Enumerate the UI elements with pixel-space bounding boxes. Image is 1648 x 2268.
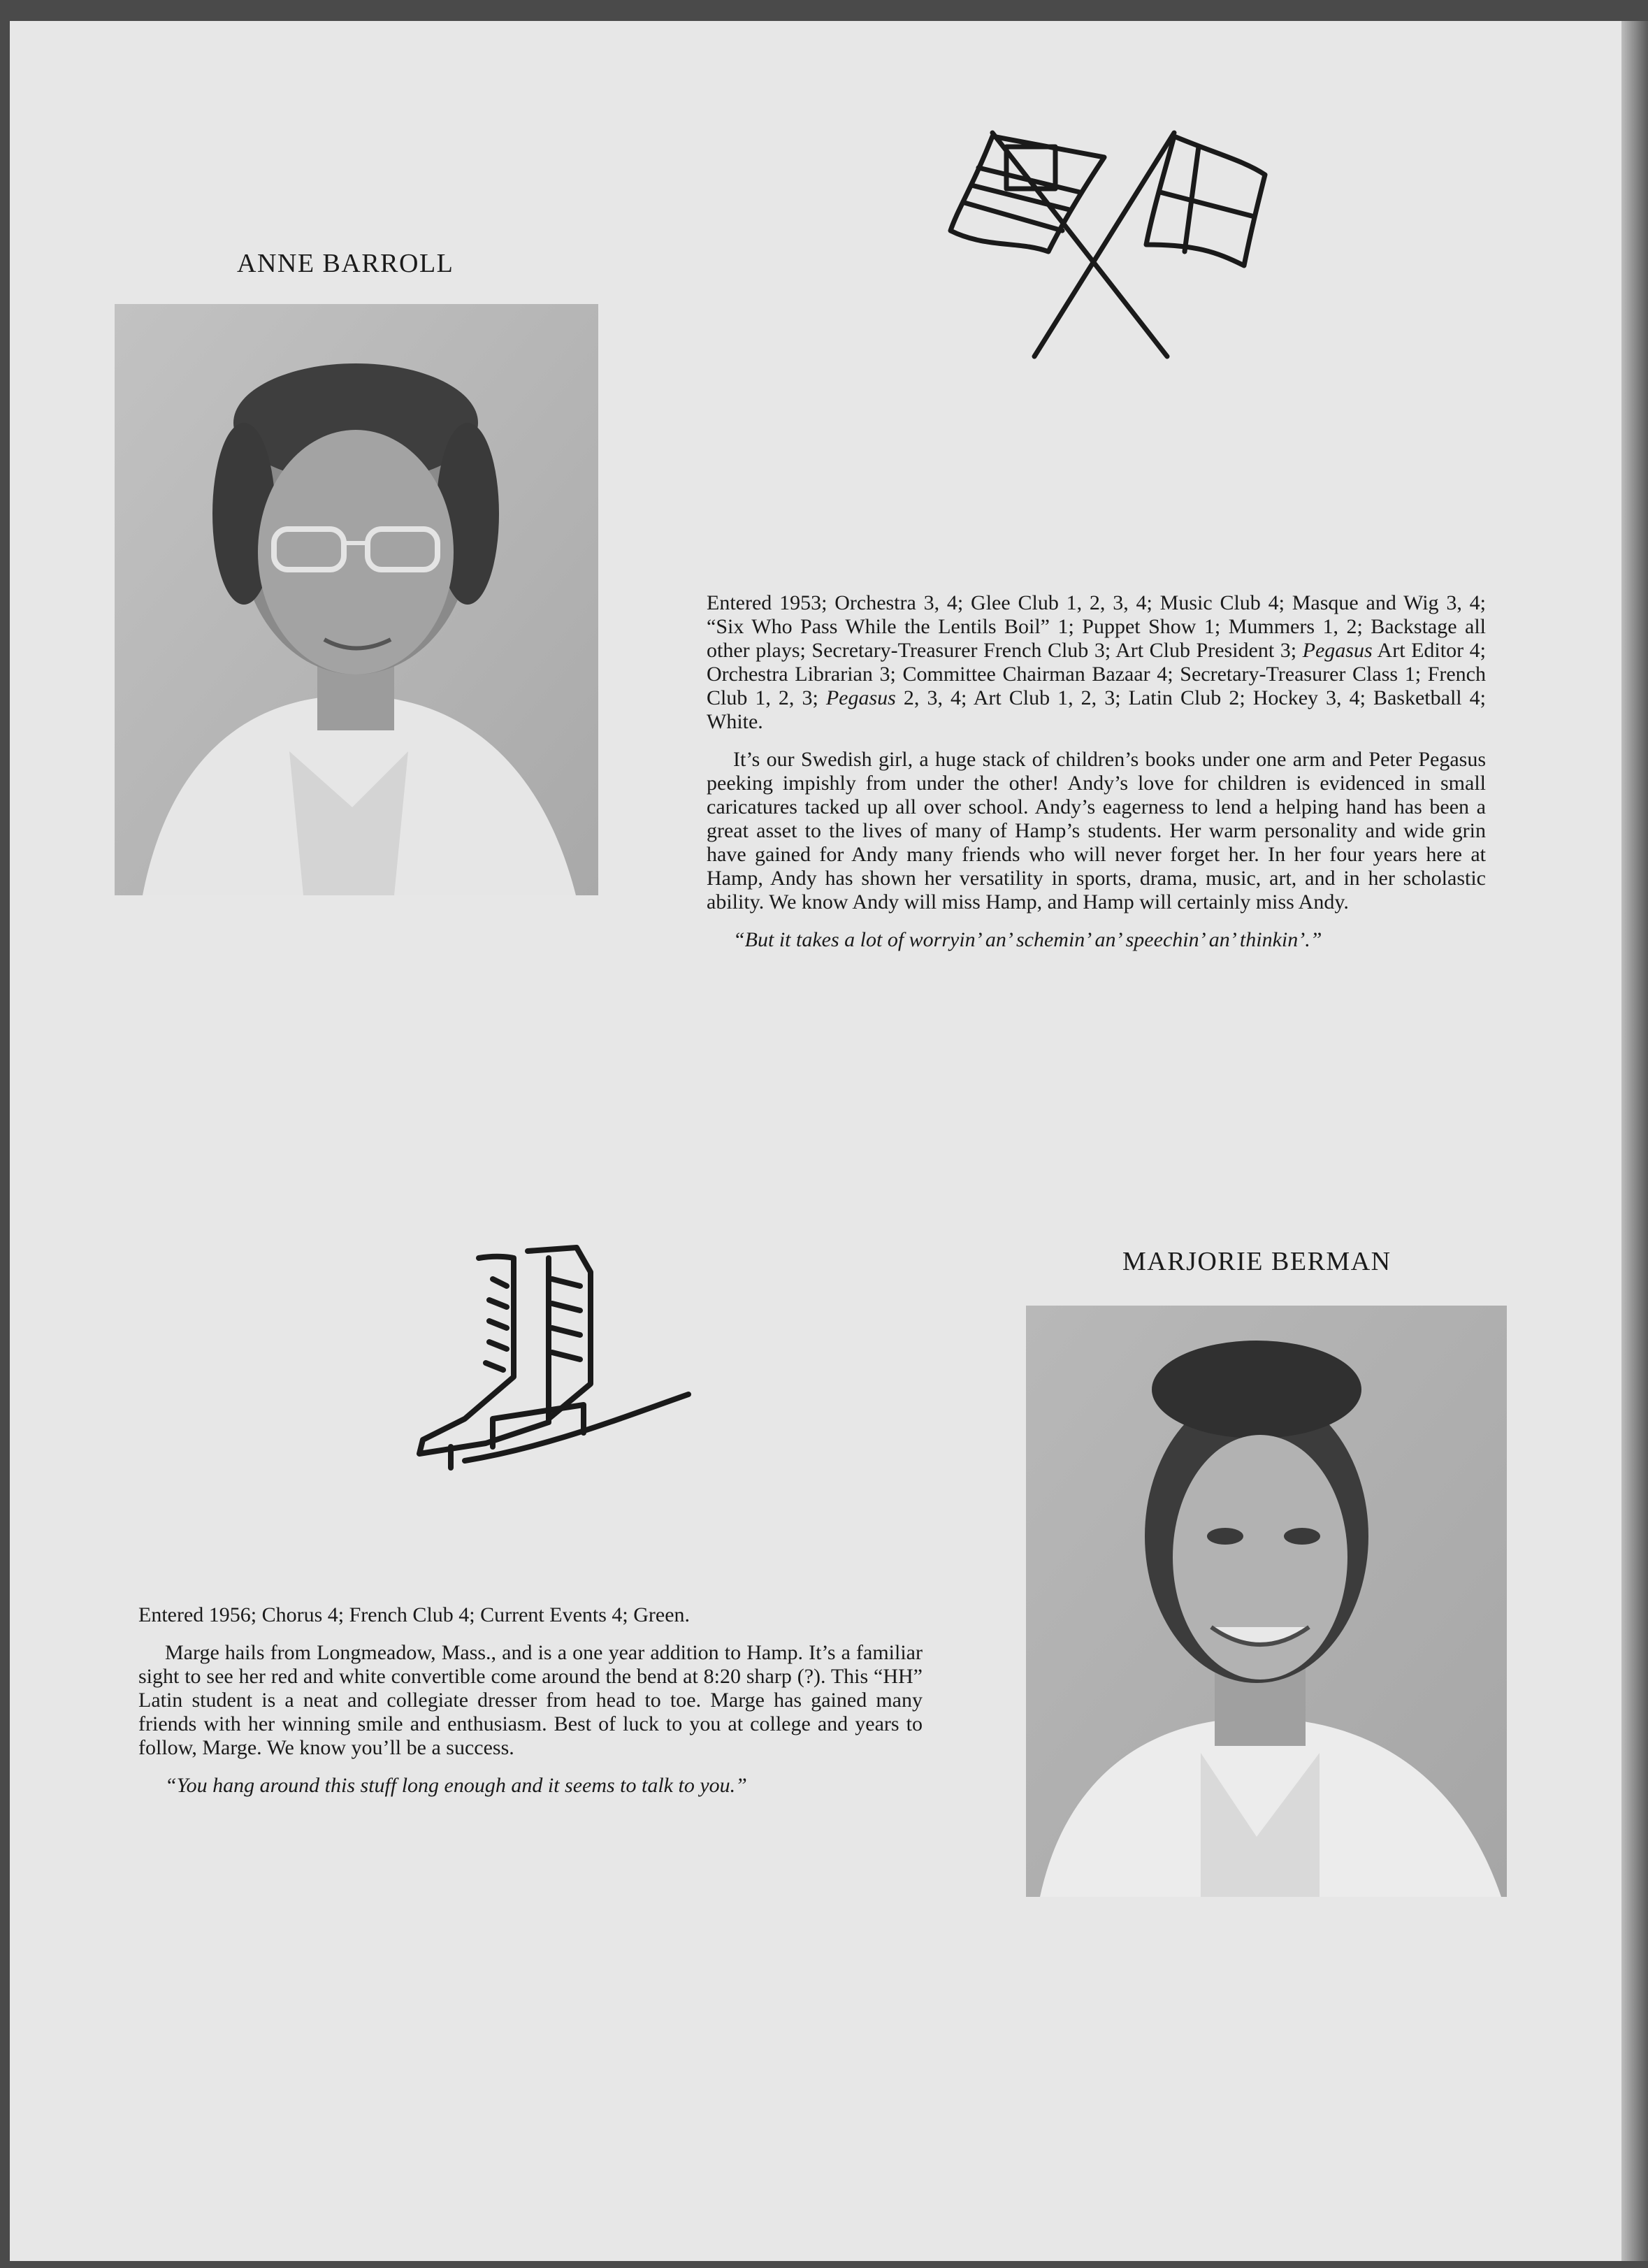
activities-list: [707, 591, 1486, 734]
student-portrait: [1026, 1306, 1507, 1897]
activities-text-italic: Pegasus: [825, 686, 896, 709]
bio-paragraph: It’s our Swedish girl, a huge stack of children’s books under one arm and Peter Pegasus peeking impishly from under the other! Andy’s love for children is evidenced in small caricatures tacked up all over school. Andy’s eagerness to lend a helping hand has been a great asset to the lives of many of Hamp’s students. Her warm personality and wide grin have gained for Andy many friends who will never forget her. In her four years here at Hamp, Andy has shown her versatility in sports, drama, music, art, and in her scholastic ability. We know Andy will miss Hamp, and Hamp will certainly miss Andy.: [707, 748, 1486, 913]
student-name: ANNE BARROLL: [237, 249, 454, 278]
quote: “But it takes a lot of worryin’ an’ schemin’ an’ speechin’ an’ thinkin’.”: [733, 928, 1322, 951]
activities-list: [138, 1603, 923, 1627]
portrait-photo: [1026, 1306, 1507, 1897]
bio-paragraph: Marge hails from Longmeadow, Mass., and is a one year addition to Hamp. It’s a familiar sight to see her red and white convertible come around the bend at 8:20 sharp (?). This “HH” Latin student is a neat and collegiate dresser from head to toe. Marge has gained many friends with her winning smile and enthusiasm. Best of luck to you at college and years to follow, Marge. We know you’ll be a success.: [138, 1641, 923, 1759]
quote: “You hang around this stuff long enough and it seems to talk to you.”: [165, 1774, 747, 1797]
activities-text: Entered 1953; Orchestra 3, 4; Glee Club 1, 2, 3, 4; Music Club 4; Masque and Wig 3, 4; “Six Who Pass While the Lentils Boil” 1; Puppet Show 1; Mummers 1, 2; Backstage all other plays; Secretary-Treasurer French Club 3; Art Club President 3;: [707, 591, 1486, 662]
activities-text: Art Editor 4; Orchestra Librarian 3; Committee Chairman Bazaar 4; Secretary-Treasurer Class 1; French Club 1, 2, 3;: [707, 639, 1486, 709]
activities-text: 2, 3, 4; Art Club 1, 2, 3; Latin Club 2; Hockey 3, 4; Basketball 4; White.: [707, 686, 1486, 733]
activities-text: Entered 1956; Chorus 4; French Club 4; Current Events 4; Green.: [138, 1603, 691, 1626]
student-bio: [707, 591, 1486, 966]
page-edge: [1621, 21, 1648, 2261]
ice-skates-icon: [409, 1237, 695, 1482]
activities-text-italic: Pegasus: [1302, 639, 1373, 662]
portrait-photo: [115, 304, 598, 895]
student-portrait: [115, 304, 598, 895]
student-bio: [138, 1603, 923, 1812]
student-name: MARJORIE BERMAN: [1122, 1247, 1392, 1276]
crossed-flags-icon: [937, 126, 1272, 363]
